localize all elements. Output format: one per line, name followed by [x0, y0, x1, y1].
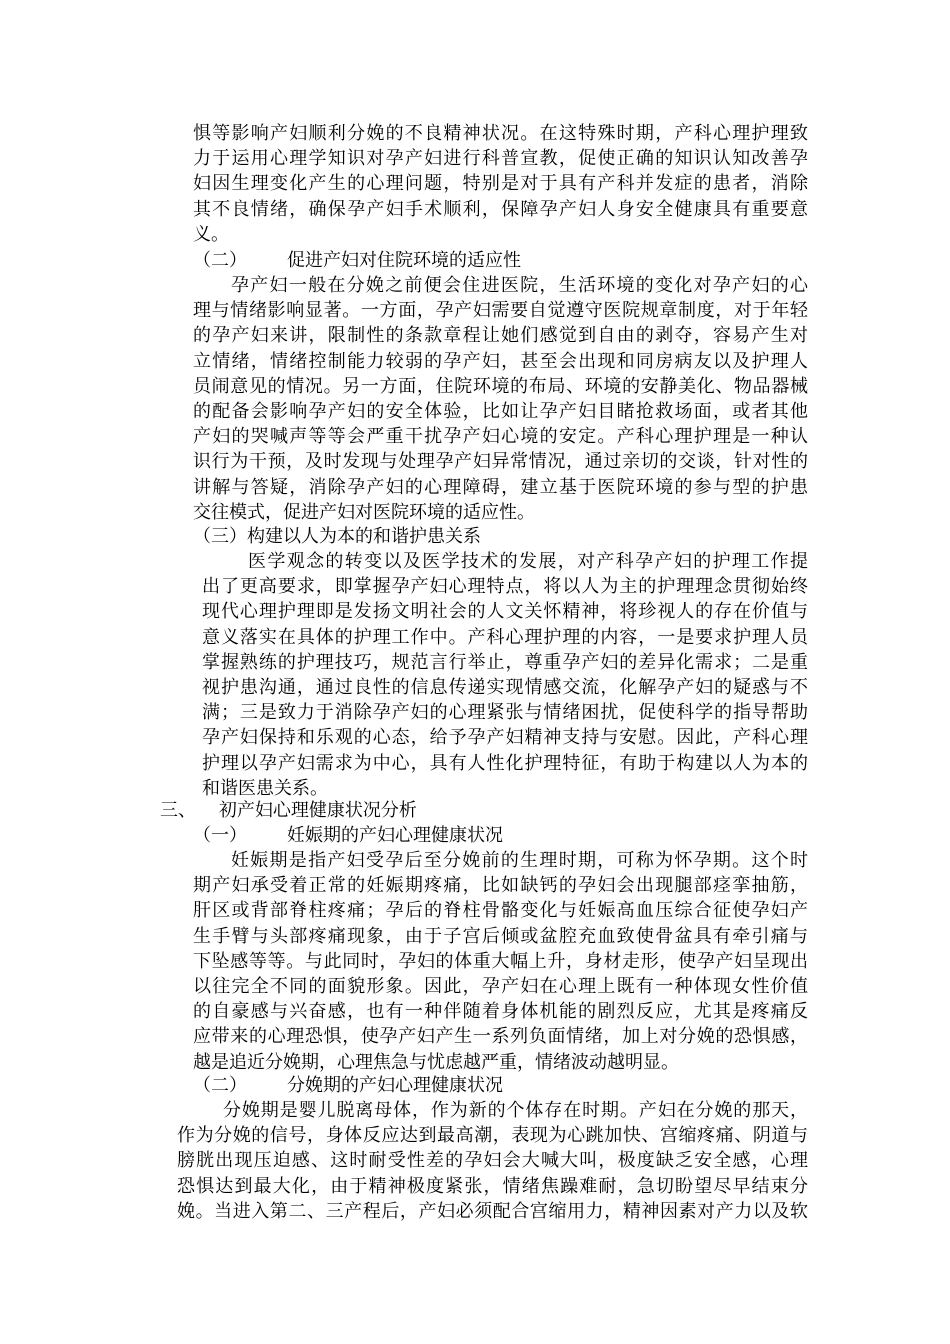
text-line: 讲解与答疑，消除孕产妇的心理障碍，建立基于医院环境的参与型的护患 — [193, 476, 808, 498]
text-line: 掌握熟练的护理技巧，规范言行举止，尊重孕产妇的差异化需求；二是重 — [202, 651, 808, 673]
text-line: 越是追近分娩期，心理焦急与忧虑越严重，情绪波动越明显。 — [193, 1051, 679, 1073]
text-line: 产妇的哭喊声等等会严重干扰孕产妇心境的安定。产科心理护理是一种认 — [193, 426, 808, 448]
text-line: 下坠感等等。与此同时，孕妇的体重大幅上升，身材走形，使孕产妇呈现出 — [193, 950, 808, 972]
text-line: 视护患沟通，通过良性的信息传递实现情感交流，化解孕产妇的疑惑与不 — [202, 677, 808, 699]
text-line: 的自豪感与兴奋感，也有一种伴随着身体机能的剧烈反应，尤其是疼痛反 — [193, 1001, 808, 1023]
text-line: 理与情绪影响显著。一方面，孕产妇需要自觉遵守医院规章制度，对于年轻 — [193, 300, 808, 322]
text-line: 医学观念的转变以及医学技术的发展，对产科孕产妇的护理工作提 — [248, 551, 808, 572]
text-line: 惧等影响产妇顺利分娩的不良精神状况。在这特殊时期，产科心理护理致 — [193, 123, 808, 144]
text-line: 妊娠期是指产妇受孕后至分娩前的生理时期，可称为怀孕期。这个时 — [231, 850, 808, 871]
text-line: 员闹意见的情况。另一方面，住院环境的布局、环境的安静美化、物品器械 — [193, 375, 808, 397]
paragraph-harmony — [202, 549, 808, 801]
text-line: 孕产妇一般在分娩之前便会住进医院，生活环境的变化对孕产妇的心 — [231, 275, 808, 296]
text-line: 应带来的心理恐惧，使孕产妇产生一系列负面情绪，加上对分娩的恐惧感， — [193, 1026, 808, 1048]
text-line: 识行为干预，及时发现与处理孕产妇异常情况，通过亲切的交谈，针对性的 — [193, 451, 808, 473]
text-line: 的孕产妇来讲，限制性的条款章程让她们感觉到自由的剥夺，容易产生对 — [193, 325, 808, 347]
text-line: 妇因生理变化产生的心理问题，特别是对于具有产科并发症的患者，消除 — [193, 173, 808, 195]
paragraph-intro-continued — [193, 121, 808, 247]
text-line: 其不良情绪，确保孕产妇手术顺利，保障孕产妇人身安全健康具有重要意 — [193, 198, 808, 220]
text-line: 力于运用心理学知识对孕产妇进行科普宣教，促使正确的知识认知改善孕 — [193, 148, 808, 170]
text-line: 满；三是致力于消除孕产妇的心理紧张与情绪困扰，促使科学的指导帮助 — [202, 702, 808, 724]
text-line: 和谐医患关系。 — [202, 777, 328, 799]
text-line: 分娩期是婴儿脱离母体，作为新的个体存在时期。产妇在分娩的那天， — [223, 1100, 808, 1121]
text-line: 娩。当进入第二、三产程后，产妇必须配合宫缩用力，精神因素对产力以及软 — [177, 1200, 808, 1222]
text-line: 孕产妇保持和乐观的心态，给予孕产妇精神支持与安慰。因此，产科心理 — [202, 727, 808, 749]
section-heading-three: 三、 初产妇心理健康状况分析 — [160, 800, 417, 821]
subheading-adaptation: （二） 促进产妇对住院环境的适应性 — [193, 250, 522, 271]
text-line: 的配备会影响孕产妇的安全体验，比如让孕产妇目睹抢救场面，或者其他 — [193, 401, 808, 423]
subheading-pregnancy: （一） 妊娠期的产妇心理健康状况 — [193, 825, 504, 846]
text-line: 作为分娩的信号，身体反应达到最高潮，表现为心跳加快、宫缩疼痛、阴道与 — [177, 1125, 808, 1147]
paragraph-pregnancy — [193, 848, 808, 1075]
text-line: 生手臂与头部疼痛现象，由于子宫后倾或盆腔充血致使骨盆具有牵引痛与 — [193, 925, 808, 947]
text-line: 肝区或背部脊柱疼痛；孕后的脊柱骨骼变化与妊娠高血压综合征使孕妇产 — [193, 900, 808, 922]
subheading-childbirth: （二） 分娩期的产妇心理健康状况 — [193, 1075, 504, 1096]
text-line: 期产妇承受着正常的妊娠期疼痛，比如缺钙的孕妇会出现腿部痉挛抽筋， — [193, 875, 808, 897]
text-line: 义。 — [193, 223, 229, 245]
text-line: 膀胱出现压迫感、这时耐受性差的孕妇会大喊大叫，极度缺乏安全感，心理 — [177, 1150, 808, 1172]
text-line: 以往完全不同的面貌形象。因此，孕产妇在心理上既有一种体现女性价值 — [193, 976, 808, 998]
text-line: 现代心理护理即是发扬文明社会的人文关怀精神，将珍视人的存在价值与 — [202, 601, 808, 623]
subheading-harmony: （三）构建以人为本的和谐护患关系 — [193, 526, 481, 547]
text-line: 意义落实在具体的护理工作中。产科心理护理的内容，一是要求护理人员 — [202, 626, 808, 648]
text-line: 立情绪，情绪控制能力较弱的孕产妇，甚至会出现和同房病友以及护理人 — [193, 350, 808, 372]
paragraph-adaptation — [193, 273, 808, 525]
paragraph-childbirth — [177, 1098, 808, 1224]
text-line: 出了更高要求，即掌握孕产妇心理特点，将以人为主的护理理念贯彻始终 — [202, 576, 808, 598]
text-line: 交往模式，促进产妇对医院环境的适应性。 — [193, 501, 535, 523]
text-line: 护理以孕产妇需求为中心，具有人性化护理特征，有助于构建以人为本的 — [202, 752, 808, 774]
text-line: 恐惧达到最大化，由于精神极度紧张，情绪焦躁难耐，急切盼望尽早结束分 — [177, 1175, 808, 1197]
